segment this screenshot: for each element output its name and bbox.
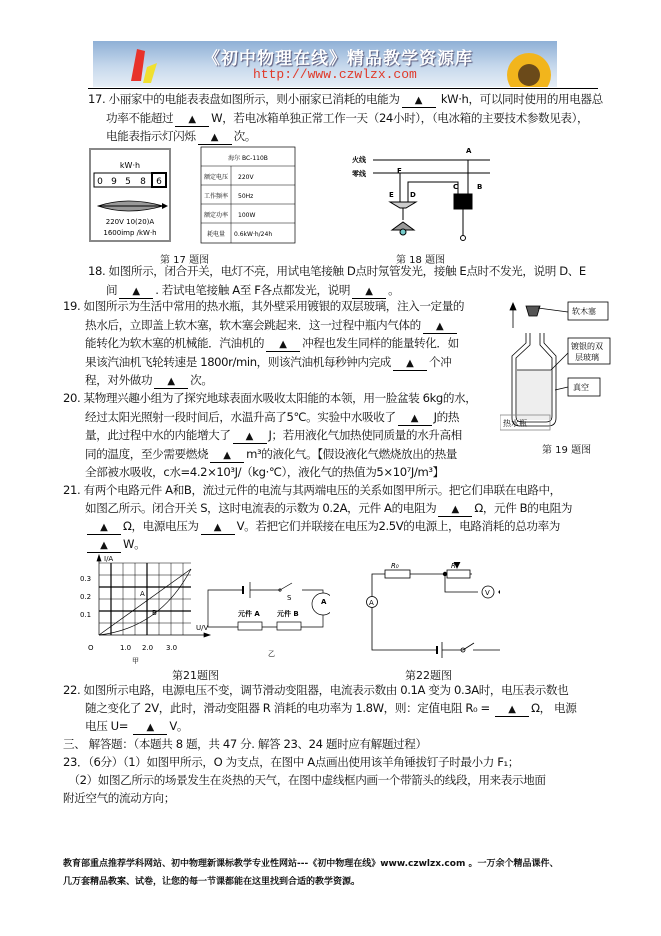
q22-line — [85, 718, 188, 735]
q21-line — [85, 536, 145, 553]
q17-line — [106, 128, 256, 145]
section-3-heading — [63, 736, 427, 752]
text-segment: 热水后，立即盖上软木塞，软木塞会跳起来．这一过程中瓶内气体的 — [85, 318, 421, 332]
text-segment: 附近空气的流动方向； — [63, 791, 175, 805]
text-segment: 冲程也发生同样的能量转化．如 — [302, 336, 459, 350]
figure-22-caption: 第22题图 — [405, 669, 452, 682]
text-segment: V。 — [169, 719, 189, 733]
figure-label: 元件 B — [277, 610, 299, 618]
text-segment: 程，对外做功 — [85, 373, 153, 387]
figure-label: 额定功率 — [203, 212, 229, 219]
q21-line — [63, 482, 561, 498]
figure-label: 50Hz — [238, 193, 254, 200]
figure-label: A — [369, 599, 374, 607]
answer-blank: ▲ — [352, 285, 386, 299]
figure-label: C — [453, 183, 459, 191]
answer-blank: ▲ — [423, 320, 457, 334]
meter-spec: 220V 10(20)A — [105, 218, 155, 226]
text-segment: 间 — [106, 283, 118, 297]
text-segment: m³的液化气。【假设液化气燃烧放出的热量 — [246, 447, 457, 461]
answer-blank: ▲ — [495, 703, 529, 717]
q23-line — [63, 772, 546, 788]
q19-line — [85, 317, 459, 334]
figure-label: 220V — [238, 174, 254, 181]
figure-label: U/V — [196, 624, 209, 632]
figure-18 — [350, 144, 520, 244]
text-segment: 个冲 — [429, 355, 452, 369]
q18-line — [106, 282, 399, 299]
text-segment: Ω，元件 B的电阻为 — [474, 501, 573, 515]
figure-19 — [500, 298, 635, 438]
answer-blank: ▲ — [210, 449, 244, 463]
q20-line — [85, 464, 444, 480]
text-segment: 17. 小丽家中的电能表表盘如图所示，则小丽家已消耗的电能为 — [88, 92, 400, 106]
figure-label: R — [451, 562, 456, 570]
text-segment: J的热 — [433, 410, 460, 424]
figure-label: A — [140, 590, 145, 598]
answer-blank: ▲ — [201, 521, 235, 535]
figure-label: 0.2 — [80, 593, 92, 601]
text-segment: 电压 U= — [85, 719, 132, 733]
figure-label: A — [321, 598, 327, 606]
figure-label: 0.1 — [80, 611, 92, 619]
text-segment: 全部被水吸收，c水=4.2×10³J/（kg·℃），液化气的热值为5×10⁷J/m³】 — [85, 465, 444, 479]
answer-blank: ▲ — [398, 412, 432, 426]
logo-icon — [121, 41, 181, 87]
answer-blank: ▲ — [87, 539, 121, 553]
text-segment: 功率不能超过 — [106, 111, 174, 125]
q23-line — [63, 754, 519, 770]
text-segment: 18. 如图所示，闭合开关，电灯不亮，用试电笔接触 D点时氖管发光，接触 E点时不发光，说明 D、E — [88, 264, 586, 278]
figure-label: 工作频率 — [203, 193, 229, 200]
text-segment: 同的温度，至少需要燃烧 — [85, 447, 209, 461]
text-segment: 经过太阳光照射一段时间后，水温升高了5℃。实验中水吸收了 — [85, 410, 396, 424]
answer-blank: ▲ — [87, 521, 121, 535]
q21-line — [85, 518, 560, 535]
figure-17-caption: 第 17 题图 — [160, 255, 210, 266]
figure-17 — [88, 146, 298, 246]
q22-line — [63, 682, 568, 698]
fridge-spec-table — [201, 147, 295, 243]
figure-label: 3.0 — [166, 644, 178, 652]
q23-line — [63, 790, 175, 806]
text-segment: 。 — [388, 283, 400, 297]
sunflower-icon — [487, 41, 557, 87]
text-segment: 随之变化了 2V，此时，滑动变阻器 R 消耗的电功率为 1.8W，则：定值电阻 R₀ = — [85, 701, 494, 715]
figure-label: 0 — [97, 177, 103, 187]
figure-label: I/A — [104, 555, 114, 563]
footer-line: 教育部重点推荐学科网站、初中物理新课标教学专业性网站---《初中物理在线》www.czwlzx.com 。一万余个精品课件、 — [63, 859, 559, 869]
figure-label: 耗电量 — [206, 231, 226, 238]
figure-label: 镀银的双 — [571, 342, 603, 351]
figure-label: 真空 — [573, 383, 589, 392]
text-segment: 果该汽油机飞轮转速是 1800r/min，则该汽油机每秒钟内完成 — [85, 355, 391, 369]
text-segment: 电能表指示灯闪烁 — [106, 129, 196, 143]
answer-blank: ▲ — [154, 375, 188, 389]
text-segment: 次。 — [233, 129, 256, 143]
figure-label: 层玻璃 — [575, 353, 599, 362]
figure-label: A — [466, 147, 472, 155]
text-segment: . 若试电笔接触 A至 F各点都发光，说明 — [155, 283, 351, 297]
q19-line — [85, 372, 213, 389]
text-segment: 19. 如图所示为生活中常用的热水瓶，其外壁采用镀银的双层玻璃，注入一定量的 — [63, 299, 465, 313]
answer-blank: ▲ — [198, 131, 232, 145]
text-segment: kW·h，可以同时使用的用电器总 — [437, 92, 603, 106]
answer-blank: ▲ — [438, 503, 472, 517]
answer-blank: ▲ — [175, 113, 209, 127]
meter-unit: kW·h — [119, 161, 141, 170]
footer-line: 几万套精品教案、试卷，让您的每一节课都能在这里找到合适的教学资源。 — [63, 877, 361, 887]
figure-label: B — [477, 183, 483, 191]
figure-label: O — [88, 644, 94, 652]
q17-line — [88, 91, 603, 108]
figure-label: D — [410, 191, 416, 199]
figure-label: 1.0 — [120, 644, 132, 652]
figure-label: 额定电压 — [203, 174, 229, 181]
figure-label: 5 — [125, 177, 131, 187]
figure-label: 热水瓶 — [503, 419, 527, 428]
text-segment: 如图乙所示。闭合开关 S，这时电流表的示数为 0.2A，元件 A的电阻为 — [85, 501, 437, 515]
text-segment: 22. 如图所示电路，电源电压不变，调节滑动变阻器，电流表示数由 0.1A 变为 0.3A时，电压表示数也 — [63, 683, 569, 697]
figure-label: 0.6kW·h/24h — [234, 231, 273, 238]
text-segment: W，若电冰箱单独正常工作一天（24小时），（电冰箱的主要技术参数见表）， — [211, 111, 589, 125]
text-segment: Ω， 电源 — [531, 701, 577, 715]
text-segment: 三、 解答题：（本题共 8 题，共 47 分. 解答 23、24 题时应有解题过程） — [63, 737, 427, 751]
figure-21 — [80, 553, 330, 665]
answer-blank: ▲ — [133, 721, 167, 735]
meter-spec: 1600imp /kW·h — [103, 229, 157, 237]
figure-18-caption: 第 18 题图 — [396, 255, 446, 266]
banner-url: http://www.czwlzx.com — [253, 67, 417, 82]
figure-label: F — [397, 167, 402, 175]
q21-line — [85, 500, 572, 517]
q19-line — [63, 298, 464, 314]
figure-label: 零线 — [352, 170, 366, 178]
q18-line — [88, 263, 586, 279]
text-segment: 次。 — [190, 373, 213, 387]
site-banner — [93, 41, 557, 87]
text-segment: 能转化为软木塞的机械能．汽油机的 — [85, 336, 265, 350]
figure-label: S — [287, 594, 292, 602]
text-segment: 23．（6分）（1）如图甲所示，O 为支点，在图中 A点画出使用该羊角锤拔钉子时最小力 F₁； — [63, 755, 519, 769]
answer-blank: ▲ — [233, 430, 267, 444]
figure-label: B — [152, 609, 157, 617]
curve-a — [99, 569, 191, 635]
figure-label: 2.0 — [142, 644, 154, 652]
figure-label: 9 — [111, 177, 117, 187]
figure-label: V — [485, 589, 490, 597]
q20-line — [85, 446, 457, 463]
q20-line — [85, 427, 462, 444]
answer-blank: ▲ — [266, 338, 300, 352]
answer-blank: ▲ — [119, 285, 153, 299]
figure-label: 乙 — [268, 650, 275, 658]
text-segment: V。若把它们并联接在电压为2.5V的电源上，电路消耗的总功率为 — [236, 519, 560, 533]
figure-label: 0.3 — [80, 575, 92, 583]
q22-line — [85, 700, 576, 717]
figure-label: 8 — [140, 177, 146, 187]
figure-19-caption: 第 19 题图 — [542, 445, 592, 456]
text-segment: 20. 某物理兴趣小组为了探究地球表面水吸收太阳能的本领，用一脸盆装 6kg的水， — [63, 391, 477, 405]
q20-line — [63, 390, 476, 406]
figure-label: 火线 — [352, 156, 366, 164]
figure-label: 100W — [238, 212, 256, 219]
text-segment: W。 — [123, 537, 146, 551]
answer-blank: ▲ — [402, 94, 436, 108]
iv-grid — [99, 563, 191, 635]
text-segment: 量，此过程中水的内能增大了 — [85, 428, 231, 442]
answer-blank: ▲ — [393, 357, 427, 371]
text-segment: （2）如图乙所示的场景发生在炎热的天气，在图中虚线框内画一个带箭头的线段，用来表示地面 — [63, 773, 546, 787]
banner-title: 《初中物理在线》精品教学资源库 — [203, 49, 473, 69]
figure-label: 海尔 BC-110B — [228, 155, 268, 162]
figure-label: 甲 — [132, 657, 139, 665]
q20-line — [85, 409, 459, 426]
figure-label: 6 — [156, 177, 162, 187]
q19-line — [85, 354, 451, 371]
figure-label: E — [389, 191, 394, 199]
figure-label: 软木塞 — [572, 307, 596, 316]
q19-line — [85, 335, 459, 352]
text-segment: Ω，电源电压为 — [123, 519, 199, 533]
figure-21-caption: 第21题图 — [172, 669, 219, 682]
text-segment: J；若用液化气加热使同质量的水升高相 — [268, 428, 462, 442]
figure-label: 元件 A — [238, 610, 260, 618]
q17-line — [106, 110, 588, 127]
text-segment: 21. 有两个电路元件 A和B，流过元件的电流与其两端电压的关系如图甲所示。把它们串联在电路中， — [63, 483, 561, 497]
header-rule — [88, 88, 598, 89]
figure-label: R₀ — [391, 562, 399, 570]
figure-22 — [360, 562, 500, 662]
